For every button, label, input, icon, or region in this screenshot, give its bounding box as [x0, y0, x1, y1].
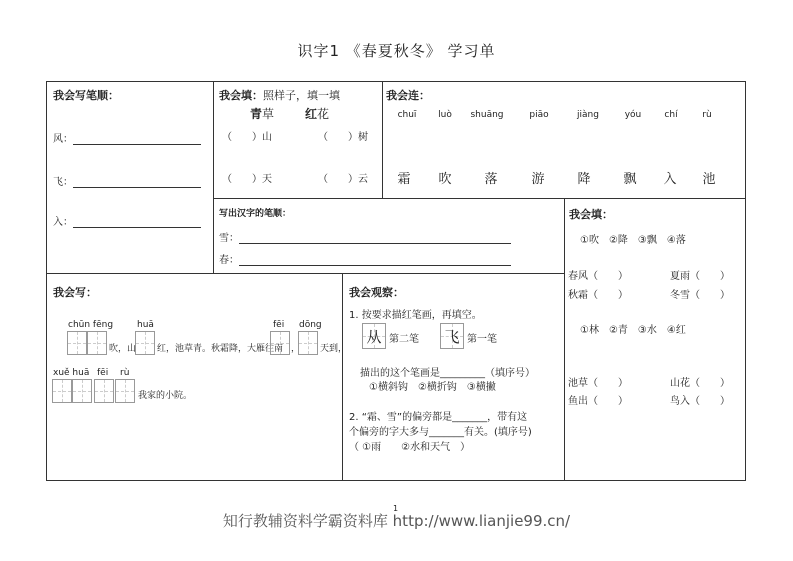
section-heading: 写出汉字的笔顺：	[219, 209, 292, 219]
pinyin-label: fēi	[97, 368, 109, 378]
stroke-item-fei: 飞：	[53, 173, 201, 188]
fill-blank: 池草（ ）	[568, 378, 628, 389]
stroke-item-chun: 春：	[219, 251, 511, 266]
writing-grid[interactable]	[270, 331, 290, 355]
sentence-text: 吹，山	[109, 344, 137, 354]
sentence-text: 红，池草青。秋霜降，大雁往南	[157, 344, 284, 354]
question-2-fill: 个偏旁的字大多与_______有关。(填序号)	[349, 427, 532, 438]
stroke-item-ru: 入：	[53, 213, 201, 228]
page-number: 1	[393, 504, 399, 513]
page-title: 识字1 《春夏秋冬》 学习单	[297, 42, 496, 60]
hanzi-item: 游	[531, 172, 545, 187]
trace-char-cong: 从	[366, 328, 382, 346]
stroke-item-xue: 雪：	[219, 229, 511, 244]
pinyin-label: rù	[120, 368, 130, 378]
sentence-text: 我家的小院。	[138, 391, 193, 401]
writing-grid[interactable]	[87, 331, 107, 355]
question-2-options: （ ①雨 ②水和天气 ）	[349, 442, 471, 453]
pinyin-item: piāo	[529, 110, 549, 120]
pinyin-label: chūn fēng	[68, 320, 114, 330]
fill-blank: 夏雨（ ）	[670, 271, 730, 282]
writing-grid[interactable]	[115, 379, 135, 403]
pinyin-label: fēi	[273, 320, 285, 330]
hanzi-item: 落	[484, 172, 498, 187]
section-heading: 我会连：	[386, 89, 430, 102]
question-1-options: ①横斜钩 ②横折钩 ③横撇	[369, 382, 496, 393]
question-1: 1. 按要求描红笔画，再填空。	[349, 310, 482, 321]
footer-watermark: 知行教辅资料学霸资料库 http://www.lianjie99.cn/	[222, 512, 571, 530]
writing-grid[interactable]	[52, 379, 72, 403]
hanzi-item: 霜	[397, 172, 411, 187]
section-heading: 我会写笔顺：	[53, 89, 119, 102]
section-heading: 我会填：	[569, 208, 613, 221]
pinyin-label: huā	[137, 320, 154, 330]
pinyin-item: luò	[438, 110, 452, 120]
pinyin-item: shuāng	[470, 110, 504, 120]
question-1-fill: 描出的这个笔画是_________（填序号）	[360, 368, 535, 379]
hanzi-item: 吹	[438, 172, 452, 187]
writing-grid[interactable]	[94, 379, 114, 403]
fill-blank: （ ）云	[318, 174, 368, 185]
pinyin-label: xuě huā	[53, 368, 90, 378]
stroke-item-feng: 风：	[53, 130, 201, 145]
trace-char-fei: 飞	[444, 328, 460, 346]
pinyin-item: jiàng	[577, 110, 599, 120]
fill-blank: （ ）树	[318, 132, 368, 143]
fill-blank: （ ）天	[222, 174, 272, 185]
writing-grid[interactable]	[298, 331, 318, 355]
hanzi-item: 入	[663, 172, 677, 187]
question-2: 2. “霜、雪”的偏旁都是_______，带有这	[349, 412, 528, 423]
pinyin-item: rù	[702, 110, 712, 120]
options-list: ①吹 ②降 ③飘 ④落	[580, 235, 686, 246]
fill-blank: 春风（ ）	[568, 271, 628, 282]
hanzi-item: 池	[702, 172, 716, 187]
writing-grid[interactable]	[135, 331, 155, 355]
instruction: 照样子，填一填	[263, 89, 340, 102]
fill-blank: （ ）山	[222, 132, 272, 143]
section-heading: 我会写：	[53, 286, 97, 299]
writing-grid[interactable]	[72, 379, 92, 403]
stroke-label: 第一笔	[467, 334, 497, 345]
section-heading: 我会填：	[219, 89, 263, 102]
writing-grid[interactable]	[67, 331, 87, 355]
fill-blank: 山花（ ）	[670, 378, 730, 389]
pinyin-label: dōng	[299, 320, 322, 330]
example-2: 红花	[305, 107, 330, 121]
example-1: 青草	[250, 107, 275, 121]
stroke-label: 第二笔	[389, 334, 419, 345]
sentence-text: ，	[291, 344, 301, 354]
hanzi-item: 飘	[623, 172, 637, 187]
hanzi-item: 降	[577, 172, 591, 187]
pinyin-item: yóu	[624, 110, 642, 120]
fill-blank: 鱼出（ ）	[568, 396, 628, 407]
pinyin-item: chí	[664, 110, 678, 120]
fill-blank: 冬雪（ ）	[670, 290, 730, 301]
fill-blank: 秋霜（ ）	[568, 290, 628, 301]
fill-blank: 鸟入（ ）	[670, 396, 730, 407]
sentence-text: 天到，	[320, 344, 348, 354]
options-list: ①林 ②青 ③水 ④红	[580, 325, 686, 336]
section-heading: 我会观察：	[349, 286, 404, 299]
pinyin-item: chuī	[397, 110, 417, 120]
